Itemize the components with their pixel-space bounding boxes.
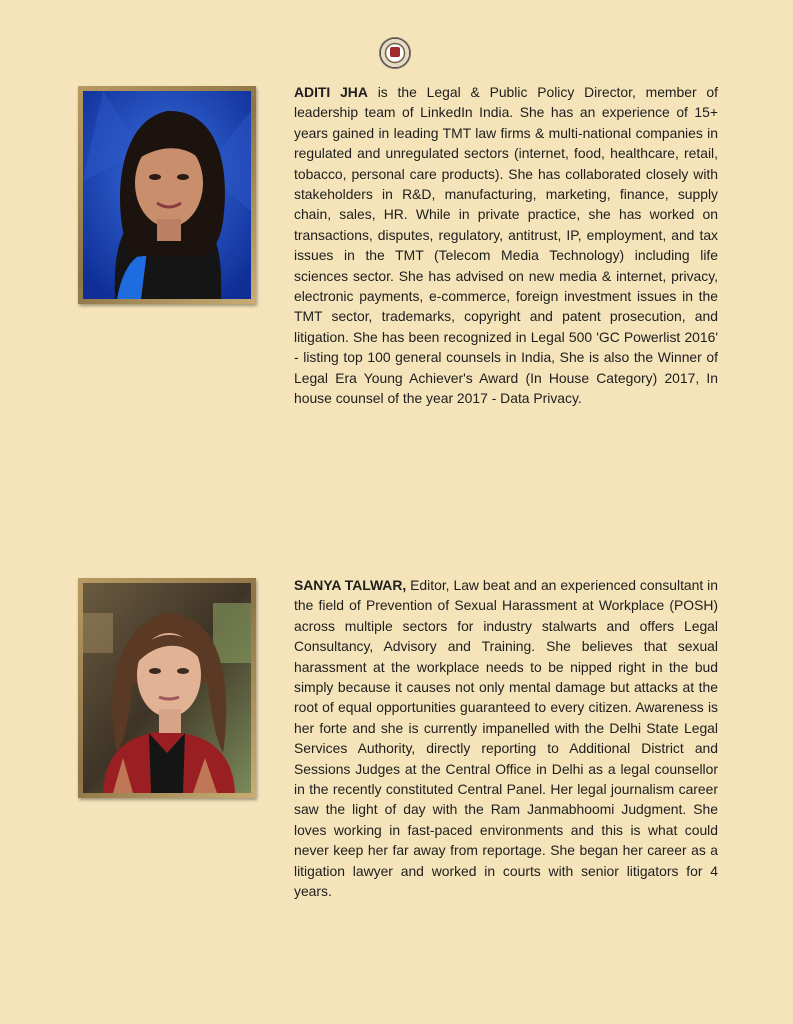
emblem-logo [379, 37, 411, 69]
profile-name: ADITI JHA [294, 84, 368, 100]
profile-photo-aditi-jha [83, 91, 251, 299]
profile-photo-frame [78, 86, 256, 304]
profile-bio-text: Editor, Law beat and an experienced consultant in the field of Prevention of Sexual Harassment at Workplace (POSH) across multiple sectors for industry stalwarts and offers Legal Consultancy, Advisory and Training. She believes that sexual harassment at the workplace needs to be nipped right in the bud simply because it causes not only mental damage but attacks at the root of equal opportunities guaranteed to every citizen. Awareness is her forte and she is currently impanelled with the Delhi State Legal Services Authority, directly reporting to Additional District and Sessions Judges at the Central Office in Delhi as a legal counsellor in the recently constituted Central Panel. Her legal journalism career saw the light of day with the Ram Janmabhoomi Judgment. She loves working in fast-paced environments and this is what could never keep her far away from reportage. She began her career as a litigation lawyer and worked in courts with senior litigators for 4 years. [294, 577, 718, 900]
profile-photo-frame [78, 578, 256, 798]
profile-name: SANYA TALWAR, [294, 577, 407, 593]
profile-bio-text: is the Legal & Public Policy Director, member of leadership team of LinkedIn India. She has an experience of 15+ years gained in leading TMT law firms & multi-national companies in regulated and unregulated sectors (internet, food, healthcare, retail, tobacco, personal care products). She has collaborated closely with stakeholders in R&D, manufacturing, marketing, finance, supply chain, sales, HR. While in private practice, she has worked on transactions, disputes, regulatory, antitrust, IP, employment, and tax issues in the TMT (Telecom Media Technology) including life sciences sector. She has advised on new media & internet, privacy, electronic payments, e-commerce, foreign investment issues in the TMT sector, trademarks, copyright and patent prosecution, and litigation. She has been recognized in Legal 500 'GC Powerlist 2016' - listing top 100 general counsels in India, She is also the Winner of Legal Era Young Achiever's Award (In House Category) 2017, In house counsel of the year 2017 - Data Privacy. [294, 84, 718, 407]
profile-bio [294, 82, 718, 409]
profile-photo-sanya-talwar [83, 583, 251, 793]
profile-bio [294, 575, 718, 902]
